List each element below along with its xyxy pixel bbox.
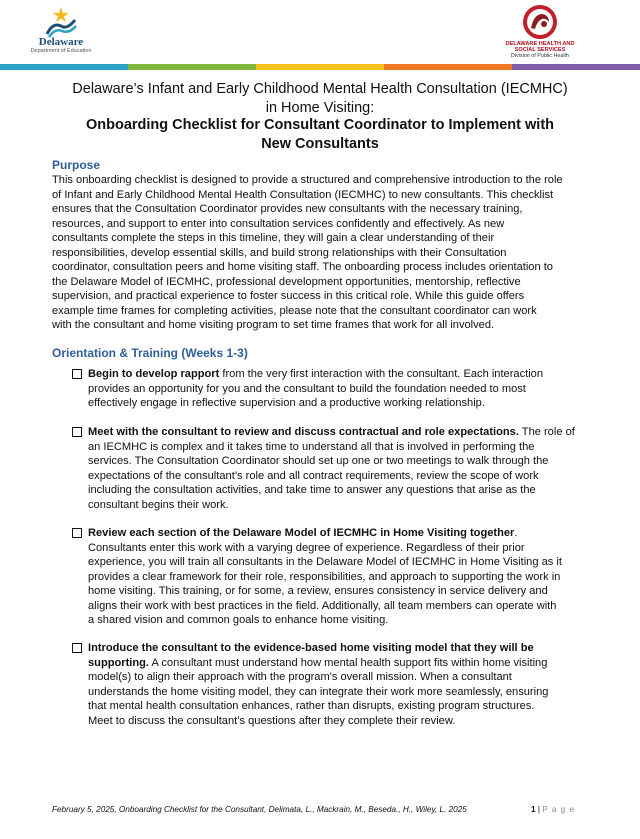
item-bold-text: Introduce the consultant to the evidence-based home visiting model that they will be (88, 642, 534, 654)
item-text: Meet to discuss the consultant’s questions after they complete their review. (88, 714, 456, 727)
item-bold-text: Review each section of the Delaware Model of IECMHC in Home Visiting together (88, 527, 515, 539)
item-text: that mental health consultation enhances, rather than disrupts, existing program structures. (88, 700, 535, 712)
paragraph-line: responsibilities, develop essential skills, and build strong relationships with their Consultation (52, 246, 507, 259)
page-label: P a g e (542, 805, 576, 814)
item-text: Consultants enter this work with a varying degree of experience. Regardless of their prior (88, 541, 525, 554)
dhss-logo (504, 4, 576, 62)
footer-citation: February 5, 2025, Onboarding Checklist for the Consultant, Delimata, L., Mackrain, M., Beseda., H., Wiley, L. 2025 (52, 805, 467, 814)
stripe-segment (256, 64, 384, 70)
item-text: provides a clear framework for their role, responsibilities, and approach to supporting the work in (88, 570, 561, 583)
purpose-heading: Purpose (52, 158, 101, 172)
item-bold-text: Begin to develop rapport (88, 368, 220, 380)
paragraph-line: This onboarding checklist is designed to provide a structured and comprehensive introduction to the role (52, 174, 563, 186)
item-text: consultant begins their work. (88, 498, 229, 511)
paragraph-line: coordinator, consultation peers and home visiting staff. The onboarding process includes orientation to (52, 261, 553, 273)
title-line: in Home Visiting: (265, 100, 375, 116)
delaware-logo-icon (41, 4, 81, 38)
item-text: an IECMHC is complex and it takes time to understand all that is involved in performing the (88, 440, 535, 453)
left-logo-name: Delaware (38, 36, 84, 48)
item-text: model(s) to align their approach with the program's overall mission. When a consultant (88, 671, 512, 683)
checkbox[interactable] (72, 427, 82, 437)
paragraph-line: ensures that the Consultation Coordinator provides new consultants with the necessary training, (52, 203, 523, 215)
item-text: aligns their work with best practices in the field. Additionally, all team members can operate with (88, 599, 557, 612)
checklist-item (72, 367, 600, 411)
page-number-value: 1 (531, 805, 536, 814)
stripe-segment (512, 64, 640, 70)
delaware-doe-logo (26, 4, 96, 62)
item-text: expectations of the consultant’s role and all contract requirements, review the scope of work (88, 469, 539, 482)
color-stripe (0, 64, 640, 70)
left-logo-subtitle: Department of Education (30, 48, 92, 54)
document-subtitle (40, 116, 600, 154)
subtitle-line: New Consultants (261, 136, 379, 152)
item-text: including the consultation activities, and take time to answer any questions that arise as the (88, 484, 536, 496)
checkbox[interactable] (72, 643, 82, 653)
paragraph-line: resources, and support to enter into consultation services confidently and effectively. As new (52, 217, 505, 230)
item-text: home visiting. This training, or for some, a review, ensures consistency in service delivery and (88, 585, 548, 597)
checkbox[interactable] (72, 369, 82, 379)
stripe-segment (0, 64, 128, 70)
page-number (531, 805, 575, 814)
document-title (40, 80, 600, 118)
item-text: provides an opportunity for you and the consultant to build the foundation needed to most (88, 382, 526, 395)
subtitle-line: Onboarding Checklist for Consultant Coordinator to Implement with (85, 117, 555, 133)
item-text: . (514, 527, 518, 539)
item-text: a shared vision and common goals to enhance home visiting. (88, 614, 389, 626)
stripe-segment (128, 64, 256, 70)
paragraph-line: consultants complete the steps in this timeline, they will gain a clear understanding of their (52, 232, 495, 244)
right-logo-line1: DELAWARE HEALTH AND SOCIAL SERVICES (505, 41, 575, 53)
checklist-item (72, 641, 600, 728)
paragraph-line: the Delaware Model of IECMHC, professional development opportunities, mentorship, reflective (52, 275, 521, 288)
purpose-paragraph (52, 173, 592, 333)
checklist-item (72, 526, 600, 628)
checkbox[interactable] (72, 528, 82, 538)
paragraph-line: of Infant and Early Childhood Mental Health Consultation (IECMHC) to new consultants. This checklist (52, 188, 554, 201)
item-bold-text: Meet with the consultant to review and discuss contractual and role expectations. (88, 426, 519, 438)
item-text: experience, you will train all consultants in the Delaware Model of IECMHC in Home Visiting as it (88, 556, 562, 568)
item-text: effectively engage in reflective supervision and a productive working relationship. (88, 397, 485, 409)
item-text: The role of (518, 426, 575, 438)
checklist-item (72, 425, 600, 512)
dhss-seal-icon (522, 4, 558, 40)
item-text: from the very first interaction with the consultant. Each interaction (219, 368, 544, 380)
stripe-segment (384, 64, 512, 70)
page-header (0, 0, 640, 72)
paragraph-line: example time frames for completing activities, please note that the consultant coordinator can work (52, 304, 537, 317)
item-bold-text: supporting. (88, 656, 150, 669)
item-text: A consultant must understand how mental health support fits within home visiting (149, 656, 548, 669)
orientation-heading: Orientation & Training (Weeks 1-3) (52, 346, 248, 360)
item-text: services. The Consultation Coordinator should set up one or two meetings to walk through the (88, 455, 549, 467)
right-logo-line2: Division of Public Health (510, 53, 570, 59)
paragraph-line: with the consultant and home visiting program to set time frames that work for all involved. (52, 319, 495, 331)
paragraph-line: supervision, and practical experience to foster success in this critical role. While this guide offers (52, 290, 525, 302)
title-line: Delaware’s Infant and Early Childhood Mental Health Consultation (IECMHC) (72, 81, 568, 97)
item-text: understands the home visiting model, they can integrate their work more seamlessly, ensuring (88, 685, 549, 698)
page-separator: | (535, 805, 543, 814)
